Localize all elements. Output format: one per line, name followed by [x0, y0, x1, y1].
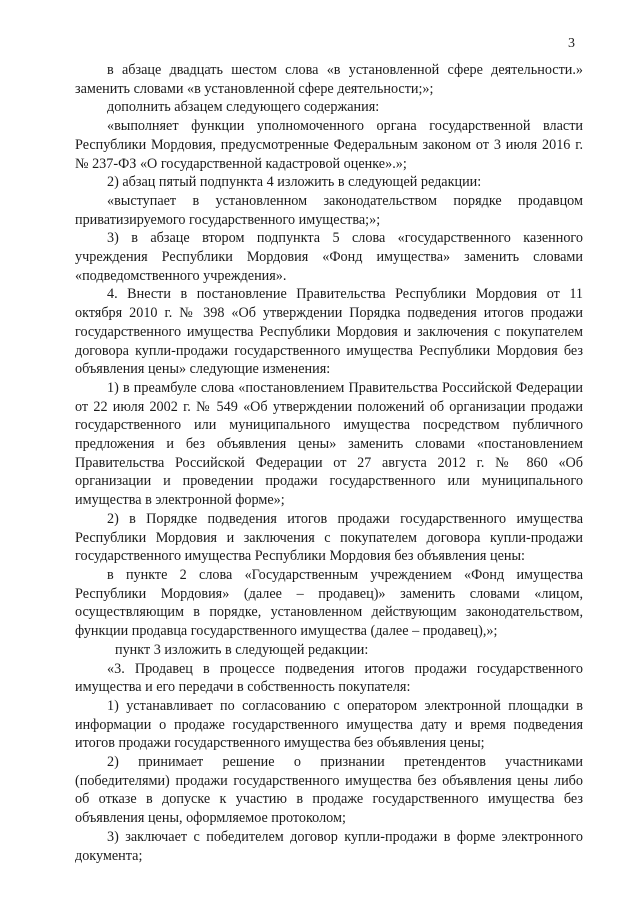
- paragraph: 3) в абзаце втором подпункта 5 слова «государственного казенного учреждения Республики Мордовия «Фонд имущества» заменить словами «подведомственного учреждения».: [75, 230, 583, 284]
- paragraph: «выступает в установленном законодательством порядке продавцом приватизируемого государственного имущества;»;: [75, 192, 583, 228]
- paragraph: в пункте 2 слова «Государственным учреждением «Фонд имущества Республики Мордовия» (далее – продавец)» заменить словами «лицом, осуществляющим в порядке, установленном действующим законодательством, функции продавца государственного имущества (далее – продавец),»;: [75, 566, 583, 640]
- page-number: 3: [568, 36, 575, 51]
- paragraph: «3. Продавец в процессе подведения итогов продажи государственного имущества и его передачи в собственность покупателя:: [75, 660, 583, 696]
- paragraph: 2) принимает решение о признании претендентов участниками (победителями) продажи государственного имущества без объявления цены либо об отказе в допуске к участию в продаже государственного имущества без объявления цены, оформляемое протоколом;: [75, 754, 583, 827]
- paragraph: дополнить абзацем следующего содержания:: [107, 99, 380, 116]
- document-body: [75, 61, 583, 865]
- paragraph: «выполняет функции уполномоченного органа государственной власти Республики Мордовия, предусмотренные Федеральным законом от 3 июля 2016 г. № 237-ФЗ «О государственной кадастровой оценке».»;: [75, 118, 583, 172]
- paragraph: пункт 3 изложить в следующей редакции:: [115, 641, 369, 658]
- paragraph: в абзаце двадцать шестом слова «в установленной сфере деятельности.» заменить словами «в установленной сфере деятельности;»;: [75, 62, 583, 97]
- paragraph: 1) в преамбуле слова «постановлением Правительства Российской Федерации от 22 июля 2002 г. № 549 «Об утверждении положений об организации продажи государственного или муниципального имущества посредством публичного предложения и без объявления цены» заменить словами «постановлением Правительства Российской Федерации от 27 августа 2012 г. № 860 «Об организации и проведении продажи государственного или муниципального имущества в электронной форме»;: [75, 379, 583, 509]
- paragraph: 1) устанавливает по согласованию с оператором электронной площадки в информации о продаже государственного имущества дату и время подведения итогов продажи государственного имущества без объявления цены;: [75, 697, 583, 752]
- paragraph: 4. Внести в постановление Правительства Республики Мордовия от 11 октября 2010 г. № 398 «Об утверждении Порядка подведения итогов продажи государственного имущества Республики Мордовия и заключения с покупателем договора купли-продажи государственного имущества Республики Мордовия без объявления цены» следующие изменения:: [75, 286, 583, 378]
- paragraph: 3) заключает с победителем договор купли-продажи в форме электронного документа;: [75, 828, 583, 864]
- paragraph: 2) абзац пятый подпункта 4 изложить в следующей редакции:: [107, 174, 482, 191]
- paragraph: 2) в Порядке подведения итогов продажи государственного имущества Республики Мордовия и заключения с покупателем договора купли-продажи государственного имущества Республики Мордовия без объявления цены:: [75, 510, 583, 565]
